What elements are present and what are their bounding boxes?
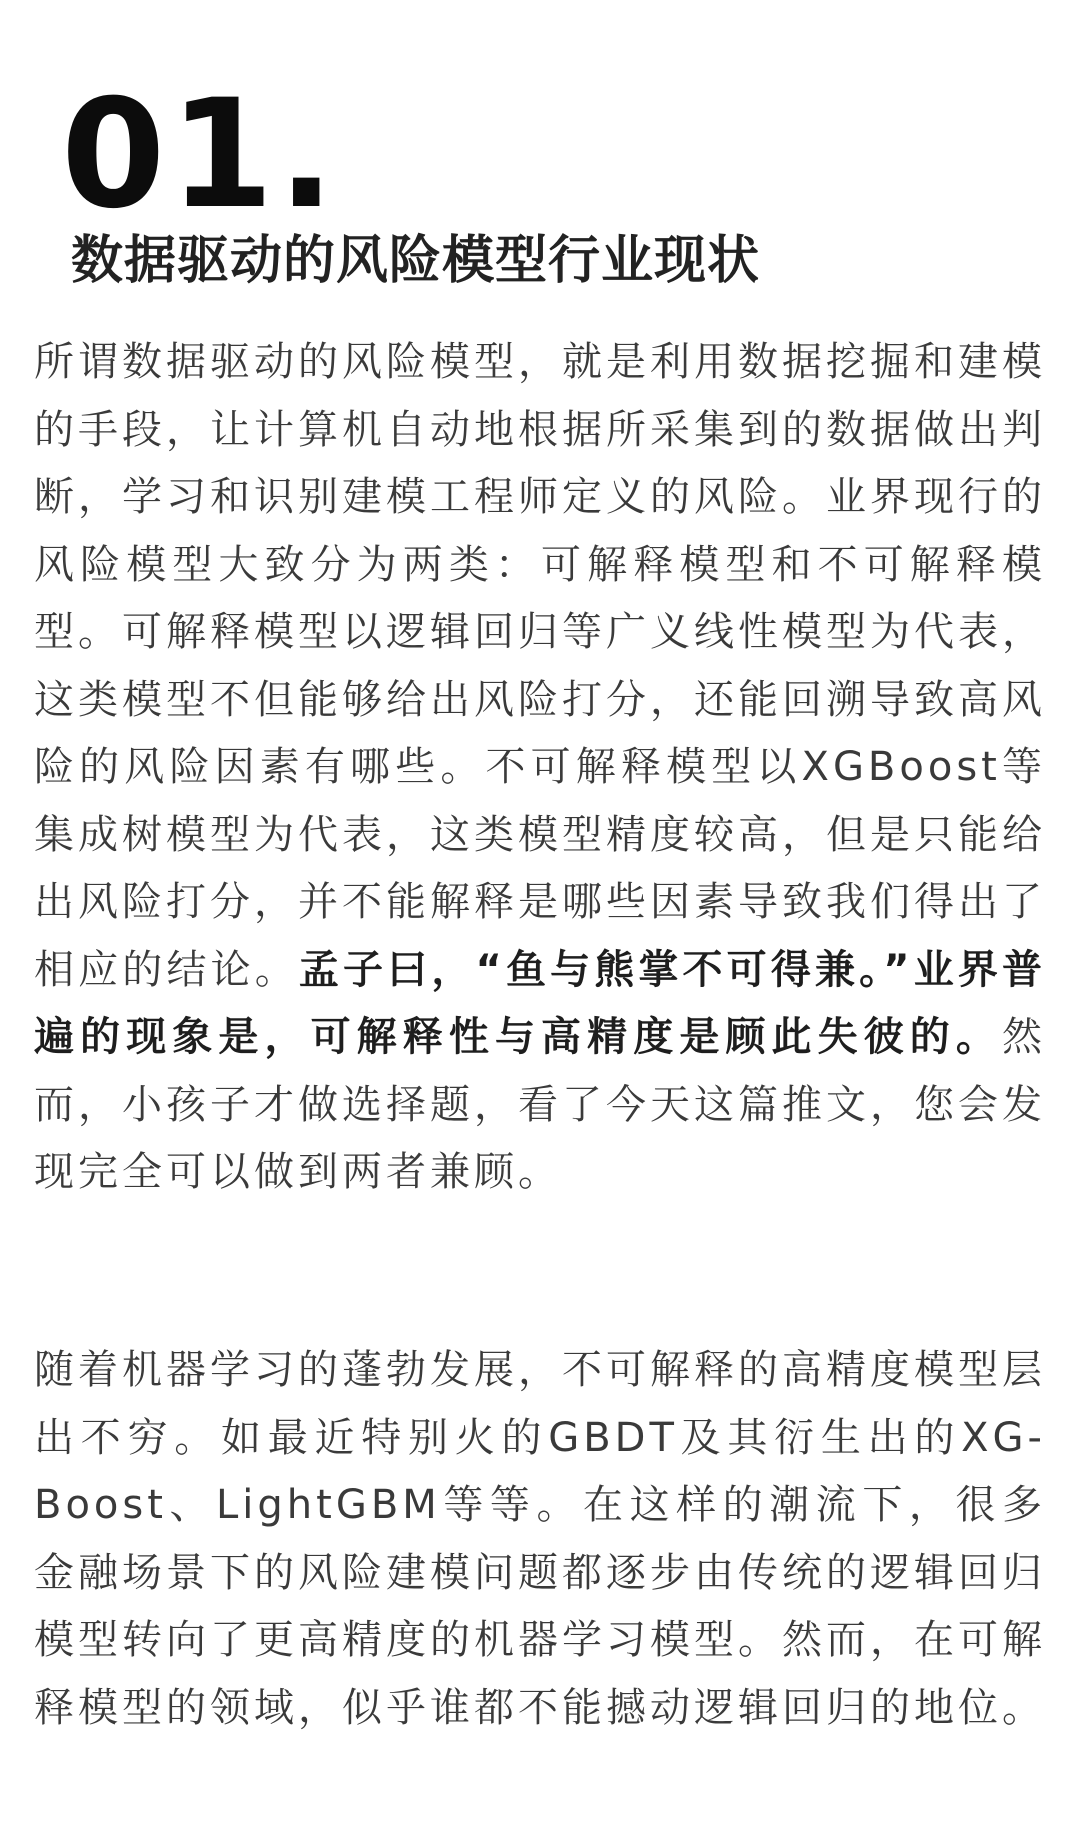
paragraph-1-ending: 然而，小孩子才做选择题，看了今天这篇推文，您会发现完全可以做到两者兼顾。	[34, 1014, 1046, 1195]
section-number: 01.	[61, 68, 339, 242]
paragraph-1	[34, 329, 1046, 1207]
section-title: 数据驱动的风险模型行业现状	[71, 231, 761, 291]
paragraph-2: 随着机器学习的蓬勃发展，不可解释的高精度模型层出不穷。如最近特别火的GBDT及其衍生出的XG-Boost、LightGBM等等。在这样的潮流下，很多金融场景下的风险建模问题都逐步由传统的逻辑回归模型转向了更高精度的机器学习模型。然而，在可解释模型的领域，似乎谁都不能撼动逻辑回归的地位。	[34, 1347, 1046, 1731]
paragraph-1-text: 所谓数据驱动的风险模型，就是利用数据挖掘和建模的手段，让计算机自动地根据所采集到的数据做出判断，学习和识别建模工程师定义的风险。业界现行的风险模型大致分为两类：可解释模型和不可解释模型。可解释模型以逻辑回归等广义线性模型为代表，这类模型不但能够给出风险打分，还能回溯导致高风险的风险因素有哪些。不可解释模型以XGBoost等集成树模型为代表，这类模型精度较高，但是只能给出风险打分，并不能解释是哪些因素导致我们得出了相应的结论。	[34, 339, 1046, 993]
paragraph-1-bold-quote: 孟子曰，“鱼与熊掌不可得兼。”业界普遍的现象是，可解释性与高精度是顾此失彼的。	[34, 946, 1047, 1060]
